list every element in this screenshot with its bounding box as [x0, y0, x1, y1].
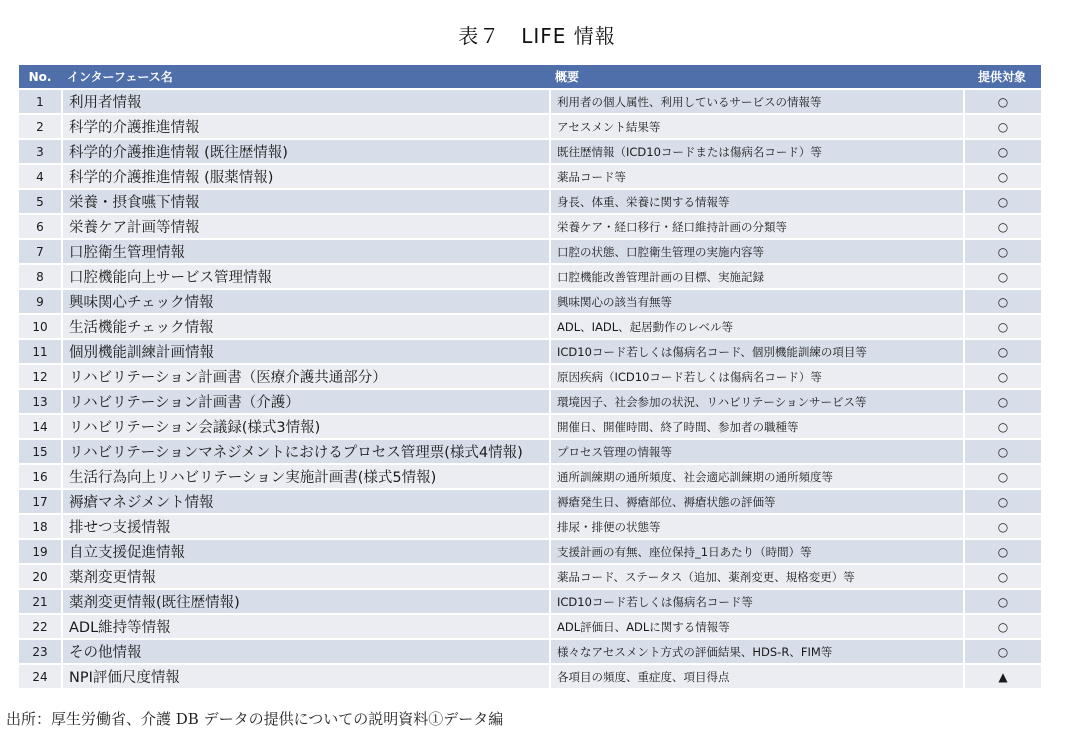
row-no: 23: [19, 640, 61, 663]
row-overview: ADL、IADL、起居動作のレベル等: [549, 315, 963, 338]
row-interface-name: ADL維持等情報: [61, 615, 549, 638]
table-row: [19, 190, 1041, 213]
row-provision-mark: ○: [963, 565, 1041, 588]
table-row: [19, 515, 1041, 538]
row-interface-name: リハビリテーションマネジメントにおけるプロセス管理票(様式4情報): [61, 440, 549, 463]
row-overview: 利用者の個人属性、利用しているサービスの情報等: [549, 90, 963, 113]
row-provision-mark: ○: [963, 590, 1041, 613]
row-provision-mark: ○: [963, 540, 1041, 563]
row-provision-mark: ○: [963, 615, 1041, 638]
row-provision-mark: ○: [963, 240, 1041, 263]
row-no: 2: [19, 115, 61, 138]
table-header-row: [19, 65, 1041, 88]
row-overview: 栄養ケア・経口移行・経口維持計画の分類等: [549, 215, 963, 238]
row-interface-name: 科学的介護推進情報 (服薬情報): [61, 165, 549, 188]
row-overview: 原因疾病（ICD10コード若しくは傷病名コード）等: [549, 365, 963, 388]
row-no: 13: [19, 390, 61, 413]
row-interface-name: 口腔衛生管理情報: [61, 240, 549, 263]
row-overview: アセスメント結果等: [549, 115, 963, 138]
row-provision-mark: ○: [963, 490, 1041, 513]
row-no: 9: [19, 290, 61, 313]
header-provision-target: 提供対象: [963, 65, 1041, 88]
row-no: 20: [19, 565, 61, 588]
table-row: [19, 140, 1041, 163]
row-overview: 環境因子、社会参加の状況、リハビリテーションサービス等: [549, 390, 963, 413]
row-interface-name: リハビリテーション計画書（医療介護共通部分）: [61, 365, 549, 388]
table-row: [19, 315, 1041, 338]
row-interface-name: 興味関心チェック情報: [61, 290, 549, 313]
table-row: [19, 240, 1041, 263]
row-provision-mark: ○: [963, 90, 1041, 113]
row-overview: 口腔の状態、口腔衛生管理の実施内容等: [549, 240, 963, 263]
row-interface-name: 生活行為向上リハビリテーション実施計画書(様式5情報): [61, 465, 549, 488]
row-overview: 褥瘡発生日、褥瘡部位、褥瘡状態の評価等: [549, 490, 963, 513]
row-interface-name: 薬剤変更情報: [61, 565, 549, 588]
row-interface-name: NPI評価尺度情報: [61, 665, 549, 688]
row-overview: 通所訓練期の通所頻度、社会適応訓練期の通所頻度等: [549, 465, 963, 488]
row-interface-name: 科学的介護推進情報 (既往歴情報): [61, 140, 549, 163]
row-overview: 既往歴情報（ICD10コードまたは傷病名コード）等: [549, 140, 963, 163]
row-no: 7: [19, 240, 61, 263]
header-interface-name: インターフェース名: [61, 65, 549, 88]
table-row: [19, 540, 1041, 563]
row-no: 21: [19, 590, 61, 613]
row-no: 4: [19, 165, 61, 188]
row-no: 10: [19, 315, 61, 338]
row-provision-mark: ○: [963, 290, 1041, 313]
row-provision-mark: ▲: [963, 665, 1041, 688]
row-provision-mark: ○: [963, 315, 1041, 338]
table-row: [19, 665, 1041, 688]
row-no: 24: [19, 665, 61, 688]
row-provision-mark: ○: [963, 365, 1041, 388]
row-no: 5: [19, 190, 61, 213]
row-overview: ICD10コード若しくは傷病名コード等: [549, 590, 963, 613]
row-no: 15: [19, 440, 61, 463]
row-provision-mark: ○: [963, 440, 1041, 463]
row-interface-name: 利用者情報: [61, 90, 549, 113]
life-info-table: [19, 63, 1041, 690]
row-no: 3: [19, 140, 61, 163]
table-row: [19, 440, 1041, 463]
table-row: [19, 215, 1041, 238]
table-row: [19, 490, 1041, 513]
row-provision-mark: ○: [963, 165, 1041, 188]
row-provision-mark: ○: [963, 215, 1041, 238]
row-provision-mark: ○: [963, 465, 1041, 488]
row-no: 17: [19, 490, 61, 513]
row-provision-mark: ○: [963, 265, 1041, 288]
row-no: 11: [19, 340, 61, 363]
row-overview: ADL評価日、ADLに関する情報等: [549, 615, 963, 638]
row-interface-name: リハビリテーション計画書（介護）: [61, 390, 549, 413]
row-provision-mark: ○: [963, 640, 1041, 663]
row-no: 19: [19, 540, 61, 563]
row-provision-mark: ○: [963, 140, 1041, 163]
row-interface-name: 口腔機能向上サービス管理情報: [61, 265, 549, 288]
source-note: 出所：厚生労働省、介護 DB データの提供についての説明資料①データ編: [6, 710, 504, 728]
row-interface-name: 個別機能訓練計画情報: [61, 340, 549, 363]
row-overview: 支援計画の有無、座位保持_1日あたり（時間）等: [549, 540, 963, 563]
row-overview: 開催日、開催時間、終了時間、参加者の職種等: [549, 415, 963, 438]
row-interface-name: リハビリテーション会議録(様式3情報): [61, 415, 549, 438]
row-provision-mark: ○: [963, 390, 1041, 413]
header-no: No.: [19, 65, 61, 88]
table-row: [19, 340, 1041, 363]
table-row: [19, 415, 1041, 438]
row-overview: 薬品コード、ステータス（追加、薬剤変更、規格変更）等: [549, 565, 963, 588]
table-row: [19, 640, 1041, 663]
row-interface-name: 栄養・摂食嚥下情報: [61, 190, 549, 213]
table-row: [19, 590, 1041, 613]
row-overview: プロセス管理の情報等: [549, 440, 963, 463]
row-interface-name: 科学的介護推進情報: [61, 115, 549, 138]
row-interface-name: 栄養ケア計画等情報: [61, 215, 549, 238]
table-row: [19, 365, 1041, 388]
table-row: [19, 115, 1041, 138]
row-overview: 興味関心の該当有無等: [549, 290, 963, 313]
row-provision-mark: ○: [963, 415, 1041, 438]
row-interface-name: 生活機能チェック情報: [61, 315, 549, 338]
table-row: [19, 615, 1041, 638]
table-row: [19, 265, 1041, 288]
row-overview: 身長、体重、栄養に関する情報等: [549, 190, 963, 213]
row-overview: 各項目の頻度、重症度、項目得点: [549, 665, 963, 688]
row-no: 8: [19, 265, 61, 288]
row-interface-name: 自立支援促進情報: [61, 540, 549, 563]
row-no: 12: [19, 365, 61, 388]
table-row: [19, 290, 1041, 313]
row-no: 6: [19, 215, 61, 238]
table-row: [19, 565, 1041, 588]
row-interface-name: 褥瘡マネジメント情報: [61, 490, 549, 513]
table-row: [19, 390, 1041, 413]
row-provision-mark: ○: [963, 115, 1041, 138]
table-row: [19, 465, 1041, 488]
row-provision-mark: ○: [963, 340, 1041, 363]
row-overview: 口腔機能改善管理計画の目標、実施記録: [549, 265, 963, 288]
table-row: [19, 165, 1041, 188]
row-interface-name: 排せつ支援情報: [61, 515, 549, 538]
row-no: 22: [19, 615, 61, 638]
row-no: 1: [19, 90, 61, 113]
table-title: 表７ LIFE 情報: [458, 24, 616, 48]
row-overview: 様々なアセスメント方式の評価結果、HDS-R、FIM等: [549, 640, 963, 663]
row-provision-mark: ○: [963, 515, 1041, 538]
row-provision-mark: ○: [963, 190, 1041, 213]
row-overview: 排尿・排便の状態等: [549, 515, 963, 538]
row-interface-name: 薬剤変更情報(既往歴情報): [61, 590, 549, 613]
row-interface-name: その他情報: [61, 640, 549, 663]
row-overview: ICD10コード若しくは傷病名コード、個別機能訓練の項目等: [549, 340, 963, 363]
row-no: 14: [19, 415, 61, 438]
row-no: 18: [19, 515, 61, 538]
table-row: [19, 90, 1041, 113]
row-no: 16: [19, 465, 61, 488]
row-overview: 薬品コード等: [549, 165, 963, 188]
header-overview: 概要: [549, 65, 963, 88]
